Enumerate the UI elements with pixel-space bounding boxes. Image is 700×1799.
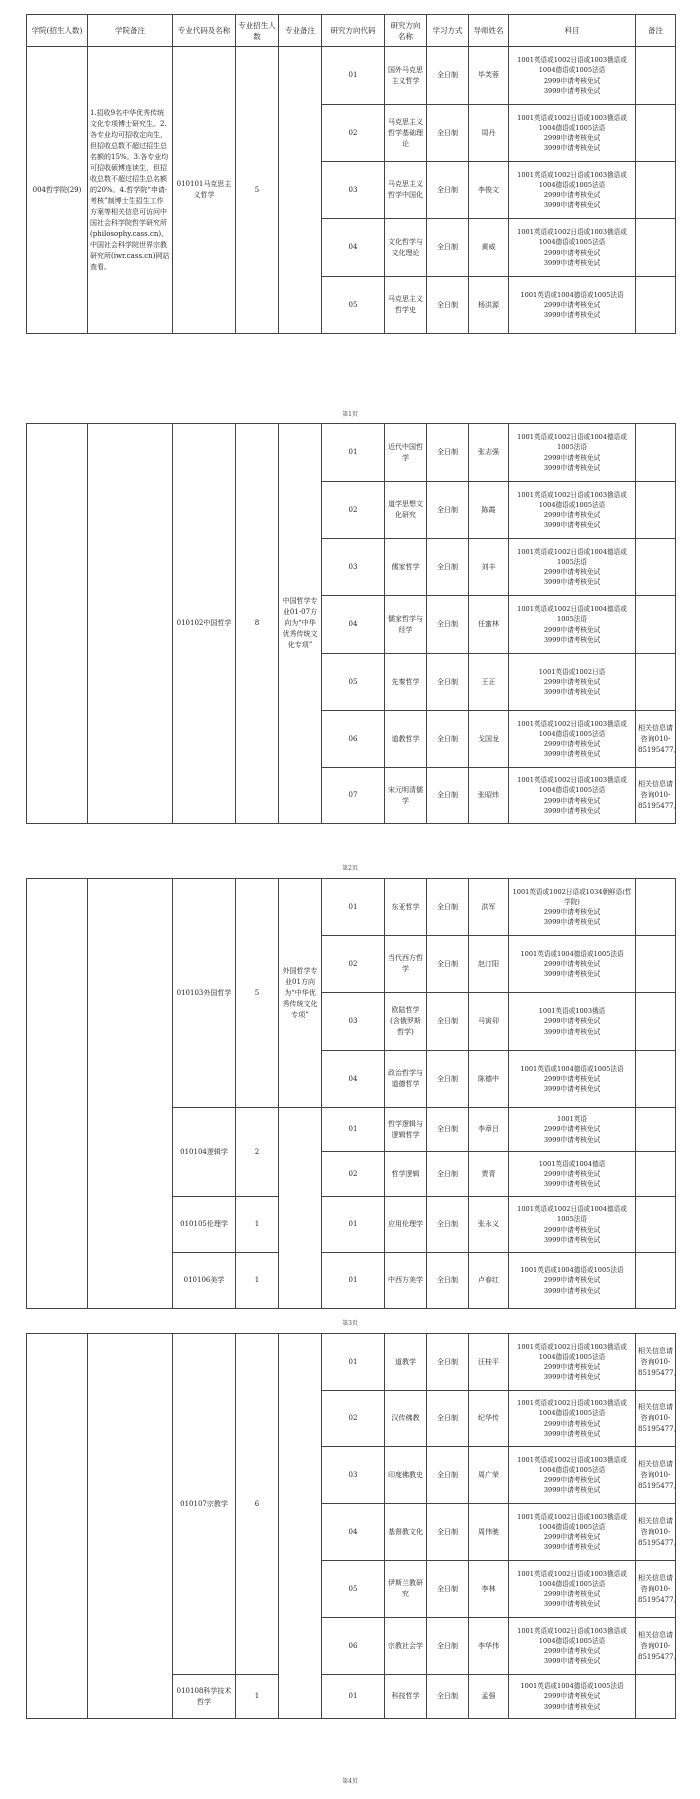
header-cell: 学院(招生人数) <box>27 15 88 47</box>
direction-name: 哲学逻辑与逻辑哲学 <box>385 1108 427 1152</box>
exam-subjects: 1001英语或1004德语或1005法语 2999申请考核免试 3999申请考核免试 <box>509 1253 636 1309</box>
direction-code: 02 <box>322 105 385 162</box>
direction-code: 02 <box>322 1391 385 1447</box>
remark <box>636 424 676 482</box>
direction-name: 哲学逻辑 <box>385 1152 427 1197</box>
direction-name: 应用伦理学 <box>385 1197 427 1253</box>
direction-name: 国外马克思主义哲学 <box>385 47 427 105</box>
direction-name: 汉传佛教 <box>385 1391 427 1447</box>
remark <box>636 219 676 277</box>
direction-name: 科技哲学 <box>385 1675 427 1719</box>
remark: 相关信息请咨询010-85195477。 <box>636 711 676 768</box>
remark <box>636 1152 676 1197</box>
page-number: 第4页 <box>342 1778 358 1785</box>
direction-code: 01 <box>322 1334 385 1391</box>
direction-code: 02 <box>322 482 385 539</box>
direction-code: 03 <box>322 539 385 596</box>
tutor-name: 周丹 <box>469 105 509 162</box>
study-mode: 全日制 <box>427 482 469 539</box>
exam-subjects: 1001英语或1002日语或1003俄语或1004德语或1005法语 2999申请考核免试 3999申请考核免试 <box>509 482 636 539</box>
direction-name: 基督教文化 <box>385 1504 427 1561</box>
major-name: 010106美学 <box>173 1253 236 1309</box>
header-cell: 研究方向名称 <box>385 15 427 47</box>
tutor-name: 纪华传 <box>469 1391 509 1447</box>
page-number: 第2页 <box>342 865 358 872</box>
study-mode: 全日制 <box>427 162 469 219</box>
header-cell: 学习方式 <box>427 15 469 47</box>
exam-subjects: 1001英语或1004德语或1005法语 2999申请考核免试 3999申请考核免试 <box>509 1675 636 1719</box>
exam-subjects: 1001英语或1002日语或1003俄语或1004德语或1005法语 2999申请考核免试 3999申请考核免试 <box>509 711 636 768</box>
college-note <box>88 424 173 824</box>
major-count: 1 <box>236 1253 279 1309</box>
major-name: 010105伦理学 <box>173 1197 236 1253</box>
direction-name: 马克思主义哲学基础理论 <box>385 105 427 162</box>
remark <box>636 1675 676 1719</box>
direction-code: 01 <box>322 1253 385 1309</box>
tutor-name: 李俊文 <box>469 162 509 219</box>
study-mode: 全日制 <box>427 105 469 162</box>
direction-code: 02 <box>322 1152 385 1197</box>
study-mode: 全日制 <box>427 1334 469 1391</box>
major-count: 1 <box>236 1197 279 1253</box>
exam-subjects: 1001英语或1002日语或1003俄语或1004德语或1005法语 2999申请考核免试 3999申请考核免试 <box>509 768 636 824</box>
tutor-name: 李章吕 <box>469 1108 509 1152</box>
exam-subjects: 1001英语或1002日语或1003俄语或1004德语或1005法语 2999申请考核免试 3999申请考核免试 <box>509 1618 636 1675</box>
study-mode: 全日制 <box>427 277 469 334</box>
page-4-table <box>26 1333 681 1719</box>
major-note: 中国哲学专业01-07方向为“中华优秀传统文化专项” <box>279 424 322 824</box>
direction-code: 06 <box>322 711 385 768</box>
direction-name: 政治哲学与道德哲学 <box>385 1051 427 1108</box>
major-count: 1 <box>236 1675 279 1719</box>
remark <box>636 1253 676 1309</box>
direction-code: 03 <box>322 162 385 219</box>
exam-subjects: 1001英语 2999申请考核免试 3999申请考核免试 <box>509 1108 636 1152</box>
exam-subjects: 1001英语或1004德语或1005法语 2999申请考核免试 3999申请考核免试 <box>509 277 636 334</box>
tutor-name: 贾青 <box>469 1152 509 1197</box>
exam-subjects: 1001英语或1004德语或1005法语 2999申请考核免试 3999申请考核免试 <box>509 1051 636 1108</box>
exam-subjects: 1001英语或1002日语或1003俄语或1004德语或1005法语 2999申请考核免试 3999申请考核免试 <box>509 219 636 277</box>
header-cell: 研究方向代码 <box>322 15 385 47</box>
remark <box>636 879 676 936</box>
page-2-table <box>26 423 681 824</box>
major-note <box>279 1108 322 1309</box>
direction-name: 文化哲学与文化理论 <box>385 219 427 277</box>
tutor-name: 孟强 <box>469 1675 509 1719</box>
exam-subjects: 1001英语或1002日语或1003俄语或1004德语或1005法语 2999申请考核免试 3999申请考核免试 <box>509 1561 636 1618</box>
header-cell: 专业招生人数 <box>236 15 279 47</box>
direction-name: 宗教社会学 <box>385 1618 427 1675</box>
tutor-name: 李林 <box>469 1561 509 1618</box>
study-mode: 全日制 <box>427 711 469 768</box>
study-mode: 全日制 <box>427 539 469 596</box>
major-count: 8 <box>236 424 279 824</box>
tutor-name: 刘丰 <box>469 539 509 596</box>
tutor-name: 周伟驰 <box>469 1504 509 1561</box>
direction-code: 04 <box>322 1051 385 1108</box>
major-name: 010101马克思主义哲学 <box>173 47 236 334</box>
exam-subjects: 1001英语或1002日语或1003俄语或1004德语或1005法语 2999申请考核免试 3999申请考核免试 <box>509 47 636 105</box>
direction-name: 道学思想文化研究 <box>385 482 427 539</box>
direction-name: 道教学 <box>385 1334 427 1391</box>
table-row <box>27 1334 676 1391</box>
direction-name: 儒家哲学 <box>385 539 427 596</box>
exam-subjects: 1001英语或1002日语或1004德语或1005法语 2999申请考核免试 3999申请考核免试 <box>509 1197 636 1253</box>
header-cell: 专业代码及名称 <box>173 15 236 47</box>
study-mode: 全日制 <box>427 1253 469 1309</box>
direction-code: 01 <box>322 1197 385 1253</box>
major-name: 010104逻辑学 <box>173 1108 236 1197</box>
exam-subjects: 1001英语或1002日语或1004德语或1005法语 2999申请考核免试 3999申请考核免试 <box>509 424 636 482</box>
direction-name: 宋元明清儒学 <box>385 768 427 824</box>
remark: 相关信息请咨询010-85195477。 <box>636 1391 676 1447</box>
header-cell: 导师姓名 <box>469 15 509 47</box>
page-1-table <box>26 14 676 334</box>
direction-name: 中西方美学 <box>385 1253 427 1309</box>
exam-subjects: 1001英语或1002日语或1003俄语或1004德语或1005法语 2999申请考核免试 3999申请考核免试 <box>509 162 636 219</box>
direction-code: 01 <box>322 424 385 482</box>
direction-code: 04 <box>322 1504 385 1561</box>
direction-code: 03 <box>322 993 385 1051</box>
exam-subjects: 1001英语或1002日语或1003俄语或1004德语或1005法语 2999申请考核免试 3999申请考核免试 <box>509 1447 636 1504</box>
direction-name: 伊斯兰教研究 <box>385 1561 427 1618</box>
direction-name: 当代西方哲学 <box>385 936 427 993</box>
study-mode: 全日制 <box>427 424 469 482</box>
direction-code: 03 <box>322 1447 385 1504</box>
direction-code: 04 <box>322 219 385 277</box>
direction-code: 06 <box>322 1618 385 1675</box>
tutor-name: 张昭炜 <box>469 768 509 824</box>
tutor-name: 任蜜林 <box>469 596 509 654</box>
header-row <box>27 15 676 47</box>
college-note: 1.招收9名中华优秀传统文化专项博士研究生。2.各专业均可招收定向生，但招收总数不超过招生总名额的15%。3.各专业均可招收硕博连读生，但招收总数不超过招生总名额的20%。4.哲学院“申请-考核”制博士生招生工作方案等相关信息可访问中国社会科学院哲学研究所(philosophy.cass.cn)、中国社会科学院世界宗教研究所(iwr.cass.cn)网站查看。 <box>88 47 173 334</box>
direction-code: 05 <box>322 277 385 334</box>
table-row <box>27 47 676 105</box>
tutor-name: 马寅卯 <box>469 993 509 1051</box>
direction-code: 01 <box>322 1108 385 1152</box>
major-name: 010102中国哲学 <box>173 424 236 824</box>
study-mode: 全日制 <box>427 1504 469 1561</box>
table-row <box>27 879 676 936</box>
direction-code: 05 <box>322 654 385 711</box>
header-cell: 科目 <box>509 15 636 47</box>
page-number: 第1页 <box>342 411 358 418</box>
tutor-name: 汪桂平 <box>469 1334 509 1391</box>
table-row <box>27 424 676 482</box>
major-name: 010107宗教学 <box>173 1334 236 1675</box>
major-name: 010108科学技术哲学 <box>173 1675 236 1719</box>
study-mode: 全日制 <box>427 1108 469 1152</box>
tutor-name: 陈霞 <box>469 482 509 539</box>
study-mode: 全日制 <box>427 1197 469 1253</box>
tutor-name: 洪军 <box>469 879 509 936</box>
tutor-name: 张志强 <box>469 424 509 482</box>
tutor-name: 李华伟 <box>469 1618 509 1675</box>
tutor-name: 王正 <box>469 654 509 711</box>
direction-name: 近代中国哲学 <box>385 424 427 482</box>
direction-code: 02 <box>322 936 385 993</box>
college-name <box>27 879 88 1309</box>
tutor-name: 张永义 <box>469 1197 509 1253</box>
tutor-name: 陈德中 <box>469 1051 509 1108</box>
direction-name: 印度佛教史 <box>385 1447 427 1504</box>
remark <box>636 1051 676 1108</box>
page-3-table <box>26 878 676 1309</box>
remark: 相关信息请咨询010-85195477。 <box>636 1334 676 1391</box>
remark <box>636 936 676 993</box>
study-mode: 全日制 <box>427 993 469 1051</box>
tutor-name: 赵汀阳 <box>469 936 509 993</box>
remark: 相关信息请咨询010-85195477。 <box>636 1561 676 1618</box>
tutor-name: 黄威 <box>469 219 509 277</box>
tutor-name: 周广荣 <box>469 1447 509 1504</box>
header-cell: 学院备注 <box>88 15 173 47</box>
study-mode: 全日制 <box>427 47 469 105</box>
direction-name: 道教哲学 <box>385 711 427 768</box>
exam-subjects: 1001英语或1002日语或1004德语或1005法语 2999申请考核免试 3999申请考核免试 <box>509 596 636 654</box>
major-count: 5 <box>236 879 279 1108</box>
college-name: 004哲学院(29) <box>27 47 88 334</box>
major-note <box>279 1334 322 1719</box>
remark: 相关信息请咨询010-85195477。 <box>636 1618 676 1675</box>
remark <box>636 277 676 334</box>
tutor-name: 毕芙蓉 <box>469 47 509 105</box>
study-mode: 全日制 <box>427 1447 469 1504</box>
study-mode: 全日制 <box>427 768 469 824</box>
exam-subjects: 1001英语或1004德语或1005法语 2999申请考核免试 3999申请考核免试 <box>509 936 636 993</box>
exam-subjects: 1001英语或1002日语或1003俄语或1004德语或1005法语 2999申请考核免试 3999申请考核免试 <box>509 105 636 162</box>
exam-subjects: 1001英语或1002日语或1003俄语或1004德语或1005法语 2999申请考核免试 3999申请考核免试 <box>509 1391 636 1447</box>
remark <box>636 162 676 219</box>
header-cell: 备注 <box>636 15 676 47</box>
remark <box>636 539 676 596</box>
tutor-name: 戈国龙 <box>469 711 509 768</box>
direction-code: 07 <box>322 768 385 824</box>
direction-code: 05 <box>322 1561 385 1618</box>
header-cell: 专业备注 <box>279 15 322 47</box>
college-name <box>27 1334 88 1719</box>
study-mode: 全日制 <box>427 1561 469 1618</box>
major-note: 外国哲学专业01方向为“中华优秀传统文化专项” <box>279 879 322 1108</box>
remark <box>636 105 676 162</box>
exam-subjects: 1001英语或1004德语 2999申请考核免试 3999申请考核免试 <box>509 1152 636 1197</box>
exam-subjects: 1001英语或1002日语或1003俄语或1004德语或1005法语 2999申请考核免试 3999申请考核免试 <box>509 1504 636 1561</box>
study-mode: 全日制 <box>427 219 469 277</box>
major-count: 2 <box>236 1108 279 1197</box>
direction-name: 马克思主义哲学中国化 <box>385 162 427 219</box>
direction-name: 儒家哲学与经学 <box>385 596 427 654</box>
exam-subjects: 1001英语或1003俄语 2999申请考核免试 3999申请考核免试 <box>509 993 636 1051</box>
remark <box>636 47 676 105</box>
direction-code: 01 <box>322 879 385 936</box>
study-mode: 全日制 <box>427 596 469 654</box>
remark <box>636 596 676 654</box>
remark: 相关信息请咨询010-85195477。 <box>636 768 676 824</box>
exam-subjects: 1001英语或1002日语 2999申请考核免试 3999申请考核免试 <box>509 654 636 711</box>
remark: 相关信息请咨询010-85195477。 <box>636 1504 676 1561</box>
tutor-name: 卢春红 <box>469 1253 509 1309</box>
remark <box>636 1197 676 1253</box>
remark <box>636 1108 676 1152</box>
study-mode: 全日制 <box>427 654 469 711</box>
direction-name: 先秦哲学 <box>385 654 427 711</box>
study-mode: 全日制 <box>427 879 469 936</box>
major-count: 5 <box>236 47 279 334</box>
direction-code: 04 <box>322 596 385 654</box>
direction-code: 01 <box>322 47 385 105</box>
direction-name: 马克思主义哲学史 <box>385 277 427 334</box>
major-note <box>279 47 322 334</box>
remark: 相关信息请咨询010-85195477。 <box>636 1447 676 1504</box>
study-mode: 全日制 <box>427 1675 469 1719</box>
exam-subjects: 1001英语或1002日语或1034朝鲜语(哲学院) 2999申请考核免试 3999申请考核免试 <box>509 879 636 936</box>
major-count: 6 <box>236 1334 279 1675</box>
study-mode: 全日制 <box>427 936 469 993</box>
remark <box>636 482 676 539</box>
study-mode: 全日制 <box>427 1051 469 1108</box>
college-name <box>27 424 88 824</box>
tutor-name: 杨洪源 <box>469 277 509 334</box>
direction-name: 欧陆哲学(含俄罗斯哲学) <box>385 993 427 1051</box>
exam-subjects: 1001英语或1002日语或1004德语或1005法语 2999申请考核免试 3999申请考核免试 <box>509 539 636 596</box>
study-mode: 全日制 <box>427 1152 469 1197</box>
college-note <box>88 1334 173 1719</box>
study-mode: 全日制 <box>427 1618 469 1675</box>
exam-subjects: 1001英语或1002日语或1003俄语或1004德语或1005法语 2999申请考核免试 3999申请考核免试 <box>509 1334 636 1391</box>
college-note <box>88 879 173 1309</box>
remark <box>636 993 676 1051</box>
page-number: 第3页 <box>342 1320 358 1327</box>
direction-code: 01 <box>322 1675 385 1719</box>
remark <box>636 654 676 711</box>
major-name: 010103外国哲学 <box>173 879 236 1108</box>
direction-name: 东亚哲学 <box>385 879 427 936</box>
study-mode: 全日制 <box>427 1391 469 1447</box>
